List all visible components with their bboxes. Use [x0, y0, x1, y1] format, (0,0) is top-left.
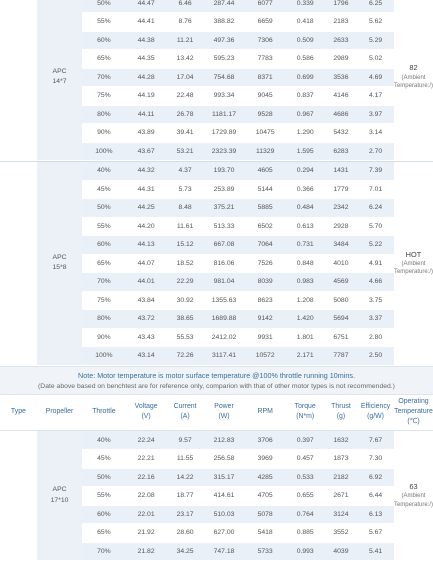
power-cell: 315.17	[203, 468, 244, 487]
torque-cell: 0.655	[286, 487, 325, 506]
propeller-cell: APC 17*10	[37, 431, 82, 561]
torque-cell: 0.613	[286, 217, 325, 236]
voltage-cell: 43.43	[126, 328, 167, 347]
rpm-cell: 7306	[245, 31, 286, 50]
torque-cell: 0.699	[286, 68, 325, 87]
throttle-cell: 75%	[82, 87, 125, 106]
efficiency-cell: 2.70	[357, 142, 394, 161]
voltage-cell: 44.32	[126, 162, 167, 181]
rpm-cell: 9045	[245, 87, 286, 106]
thrust-cell: 3124	[325, 505, 357, 524]
torque-cell: 1.595	[286, 142, 325, 161]
efficiency-cell: 5.67	[357, 524, 394, 543]
efficiency-cell: 3.37	[357, 310, 394, 329]
throttle-cell: 90%	[82, 124, 125, 143]
current-cell: 72.26	[167, 347, 204, 366]
power-cell: 754.68	[203, 68, 244, 87]
voltage-cell: 44.01	[126, 273, 167, 292]
thrust-cell: 1632	[325, 431, 357, 450]
torque-cell: 2.171	[286, 347, 325, 366]
efficiency-cell: 7.01	[357, 180, 394, 199]
voltage-cell: 44.47	[126, 0, 167, 13]
throttle-cell: 70%	[82, 68, 125, 87]
current-cell: 23.17	[167, 505, 204, 524]
power-cell: 253.89	[203, 180, 244, 199]
efficiency-cell: 4.91	[357, 254, 394, 273]
rpm-cell: 6077	[245, 0, 286, 13]
current-cell: 53.21	[167, 142, 204, 161]
rpm-cell: 7064	[245, 236, 286, 255]
torque-cell: 0.967	[286, 105, 325, 124]
temperature-value: 63	[409, 481, 418, 491]
efficiency-cell: 6.24	[357, 199, 394, 218]
torque-cell: 0.993	[286, 542, 325, 561]
current-header: Current (A)	[167, 395, 204, 431]
torque-cell: 1.208	[286, 291, 325, 310]
torque-cell: 0.366	[286, 180, 325, 199]
type-cell	[0, 431, 37, 561]
thrust-cell: 4146	[325, 87, 357, 106]
throttle-cell: 40%	[82, 431, 125, 450]
efficiency-cell: 5.41	[357, 542, 394, 561]
thrust-cell: 4569	[325, 273, 357, 292]
motor-data-table	[0, 0, 433, 161]
throttle-cell: 55%	[82, 13, 125, 32]
operating-temperature-cell	[394, 431, 433, 561]
power-header: Power (W)	[203, 395, 244, 431]
rpm-cell: 3706	[245, 431, 286, 450]
current-cell: 8.76	[167, 13, 204, 32]
rpm-cell: 10572	[245, 347, 286, 366]
power-cell: 3117.41	[203, 347, 244, 366]
current-cell: 8.48	[167, 199, 204, 218]
torque-cell: 0.983	[286, 273, 325, 292]
torque-cell: 0.533	[286, 468, 325, 487]
efficiency-cell: 7.39	[357, 162, 394, 181]
header-row	[0, 395, 433, 431]
power-cell: 1689.88	[203, 310, 244, 329]
voltage-cell: 22.08	[126, 487, 167, 506]
thrust-cell: 3552	[325, 524, 357, 543]
rpm-cell: 5733	[245, 542, 286, 561]
current-cell: 11.21	[167, 31, 204, 50]
efficiency-cell: 3.75	[357, 291, 394, 310]
efficiency-cell: 2.50	[357, 347, 394, 366]
rpm-cell: 7526	[245, 254, 286, 273]
voltage-cell: 44.38	[126, 31, 167, 50]
current-cell: 6.46	[167, 0, 204, 13]
efficiency-cell: 4.69	[357, 68, 394, 87]
power-cell: 1729.89	[203, 124, 244, 143]
torque-cell: 0.339	[286, 0, 325, 13]
power-cell: 193.70	[203, 162, 244, 181]
efficiency-cell: 6.13	[357, 505, 394, 524]
efficiency-cell: 4.17	[357, 87, 394, 106]
throttle-cell: 45%	[82, 450, 125, 469]
current-cell: 55.53	[167, 328, 204, 347]
efficiency-cell: 4.66	[357, 273, 394, 292]
thrust-cell: 1779	[325, 180, 357, 199]
current-cell: 9.57	[167, 431, 204, 450]
torque-cell: 0.731	[286, 236, 325, 255]
torque-header: Torque (N*m)	[286, 395, 325, 431]
torque-cell: 0.397	[286, 431, 325, 450]
torque-cell: 0.848	[286, 254, 325, 273]
rpm-cell: 4605	[245, 162, 286, 181]
voltage-cell: 22.01	[126, 505, 167, 524]
throttle-cell: 50%	[82, 0, 125, 13]
efficiency-header: Efficiency (g/W)	[357, 395, 394, 431]
disclaimer-text: (Date above based on benchtest are for reference only, comparion with that of other motor types is not recommended.)	[38, 382, 395, 390]
power-cell: 510.03	[203, 505, 244, 524]
throttle-cell: 55%	[82, 217, 125, 236]
thrust-cell: 3484	[325, 236, 357, 255]
thrust-cell: 2182	[325, 468, 357, 487]
rpm-cell: 9931	[245, 328, 286, 347]
throttle-cell: 90%	[82, 328, 125, 347]
power-cell: 212.83	[203, 431, 244, 450]
throttle-cell: 50%	[82, 199, 125, 218]
propeller-cell: APC 14*7	[37, 0, 82, 161]
voltage-cell: 44.19	[126, 87, 167, 106]
rpm-cell: 5885	[245, 199, 286, 218]
voltage-header: Voltage (V)	[126, 395, 167, 431]
rpm-cell: 4285	[245, 468, 286, 487]
throttle-cell: 70%	[82, 273, 125, 292]
throttle-cell: 60%	[82, 31, 125, 50]
current-cell: 30.92	[167, 291, 204, 310]
efficiency-cell: 3.97	[357, 105, 394, 124]
rpm-cell: 5078	[245, 505, 286, 524]
voltage-cell: 44.25	[126, 199, 167, 218]
voltage-cell: 21.82	[126, 542, 167, 561]
torque-cell: 0.294	[286, 162, 325, 181]
current-cell: 28.60	[167, 524, 204, 543]
torque-cell: 0.837	[286, 87, 325, 106]
efficiency-cell: 2.80	[357, 328, 394, 347]
power-cell: 414.61	[203, 487, 244, 506]
operating-temperature-cell	[394, 0, 433, 161]
thrust-cell: 7787	[325, 347, 357, 366]
voltage-cell: 43.72	[126, 310, 167, 329]
current-cell: 11.55	[167, 450, 204, 469]
note-text: Note: Motor temperature is motor surface temperature @100% throttle running 10mins.	[78, 370, 355, 380]
torque-cell: 1.801	[286, 328, 325, 347]
motor-data-table	[0, 431, 433, 561]
efficiency-cell: 7.30	[357, 450, 394, 469]
torque-cell: 1.420	[286, 310, 325, 329]
efficiency-cell: 5.70	[357, 217, 394, 236]
throttle-cell: 75%	[82, 291, 125, 310]
propeller-header: Propeller	[37, 395, 82, 431]
thrust-cell: 2928	[325, 217, 357, 236]
efficiency-cell: 3.14	[357, 124, 394, 143]
current-cell: 18.52	[167, 254, 204, 273]
thrust-cell: 2989	[325, 50, 357, 69]
current-cell: 22.48	[167, 87, 204, 106]
efficiency-cell: 5.29	[357, 31, 394, 50]
power-cell: 287.44	[203, 0, 244, 13]
efficiency-cell: 5.02	[357, 50, 394, 69]
torque-cell: 1.290	[286, 124, 325, 143]
operating-temperature-header: Operating Temperature (℃)	[394, 395, 433, 431]
voltage-cell: 44.07	[126, 254, 167, 273]
thrust-header: Thrust (g)	[325, 395, 357, 431]
thrust-cell: 5694	[325, 310, 357, 329]
voltage-cell: 21.92	[126, 524, 167, 543]
throttle-cell: 45%	[82, 180, 125, 199]
power-cell: 1181.17	[203, 105, 244, 124]
throttle-cell: 60%	[82, 505, 125, 524]
footnote	[0, 366, 433, 395]
voltage-cell: 44.41	[126, 13, 167, 32]
power-cell: 747.18	[203, 542, 244, 561]
current-cell: 34.25	[167, 542, 204, 561]
power-cell: 1355.63	[203, 291, 244, 310]
throttle-cell: 40%	[82, 162, 125, 181]
rpm-cell: 6659	[245, 13, 286, 32]
type-header: Type	[0, 395, 37, 431]
motor-data-table	[0, 161, 433, 366]
power-cell: 256.58	[203, 450, 244, 469]
power-cell: 497.36	[203, 31, 244, 50]
torque-cell: 0.418	[286, 13, 325, 32]
voltage-cell: 22.24	[126, 431, 167, 450]
thrust-cell: 5080	[325, 291, 357, 310]
column-header-table	[0, 395, 433, 432]
current-cell: 14.22	[167, 468, 204, 487]
power-cell: 993.34	[203, 87, 244, 106]
power-cell: 595.23	[203, 50, 244, 69]
current-cell: 5.73	[167, 180, 204, 199]
torque-cell: 0.764	[286, 505, 325, 524]
torque-cell: 0.484	[286, 199, 325, 218]
voltage-cell: 43.89	[126, 124, 167, 143]
temperature-value: HOT	[405, 249, 422, 259]
throttle-cell: 70%	[82, 542, 125, 561]
rpm-cell: 8039	[245, 273, 286, 292]
thrust-cell: 4686	[325, 105, 357, 124]
rpm-cell: 5418	[245, 524, 286, 543]
thrust-cell: 4010	[325, 254, 357, 273]
power-cell: 981.04	[203, 273, 244, 292]
thrust-cell: 2633	[325, 31, 357, 50]
torque-cell: 0.586	[286, 50, 325, 69]
power-cell: 388.82	[203, 13, 244, 32]
ambient-temperature-label: (Ambient Temperature:/)	[393, 493, 433, 508]
table-row	[0, 162, 433, 181]
torque-cell: 0.457	[286, 450, 325, 469]
power-cell: 2323.39	[203, 142, 244, 161]
rpm-cell: 3969	[245, 450, 286, 469]
throttle-cell: 100%	[82, 347, 125, 366]
operating-temperature-cell	[394, 162, 433, 366]
power-cell: 2412.02	[203, 328, 244, 347]
thrust-cell: 2671	[325, 487, 357, 506]
rpm-header: RPM	[245, 395, 286, 431]
rpm-cell: 5144	[245, 180, 286, 199]
throttle-cell: 65%	[82, 50, 125, 69]
voltage-cell: 44.31	[126, 180, 167, 199]
thrust-cell: 5432	[325, 124, 357, 143]
voltage-cell: 44.20	[126, 217, 167, 236]
efficiency-cell: 7.67	[357, 431, 394, 450]
voltage-cell: 44.11	[126, 105, 167, 124]
throttle-cell: 60%	[82, 236, 125, 255]
rpm-cell: 9528	[245, 105, 286, 124]
efficiency-cell: 6.44	[357, 487, 394, 506]
thrust-cell: 4039	[325, 542, 357, 561]
rpm-cell: 10475	[245, 124, 286, 143]
throttle-cell: 80%	[82, 310, 125, 329]
thrust-cell: 2342	[325, 199, 357, 218]
current-cell: 4.37	[167, 162, 204, 181]
current-cell: 17.04	[167, 68, 204, 87]
power-cell: 375.21	[203, 199, 244, 218]
current-cell: 18.77	[167, 487, 204, 506]
table-row	[0, 431, 433, 450]
efficiency-cell: 5.22	[357, 236, 394, 255]
rpm-cell: 6502	[245, 217, 286, 236]
thrust-cell: 2183	[325, 13, 357, 32]
rpm-cell: 11329	[245, 142, 286, 161]
thrust-cell: 6751	[325, 328, 357, 347]
throttle-cell: 55%	[82, 487, 125, 506]
voltage-cell: 43.67	[126, 142, 167, 161]
throttle-cell: 100%	[82, 142, 125, 161]
voltage-cell: 43.14	[126, 347, 167, 366]
current-cell: 38.65	[167, 310, 204, 329]
throttle-header: Throttle	[82, 395, 125, 431]
throttle-cell: 65%	[82, 254, 125, 273]
temperature-value: 82	[409, 63, 418, 73]
voltage-cell: 22.16	[126, 468, 167, 487]
current-cell: 39.41	[167, 124, 204, 143]
power-cell: 627.00	[203, 524, 244, 543]
throttle-cell: 80%	[82, 105, 125, 124]
torque-cell: 0.885	[286, 524, 325, 543]
table-row	[0, 0, 433, 13]
current-cell: 13.42	[167, 50, 204, 69]
thrust-cell: 3536	[325, 68, 357, 87]
current-cell: 11.61	[167, 217, 204, 236]
power-cell: 513.33	[203, 217, 244, 236]
efficiency-cell: 6.25	[357, 0, 394, 13]
power-cell: 667.08	[203, 236, 244, 255]
thrust-cell: 6283	[325, 142, 357, 161]
rpm-cell: 4705	[245, 487, 286, 506]
throttle-cell: 65%	[82, 524, 125, 543]
power-cell: 816.06	[203, 254, 244, 273]
ambient-temperature-label: (Ambient Temperature:/)	[393, 261, 433, 276]
voltage-cell: 44.28	[126, 68, 167, 87]
rpm-cell: 8623	[245, 291, 286, 310]
voltage-cell: 22.21	[126, 450, 167, 469]
throttle-cell: 50%	[82, 468, 125, 487]
efficiency-cell: 6.92	[357, 468, 394, 487]
voltage-cell: 44.35	[126, 50, 167, 69]
type-cell	[0, 162, 37, 366]
thrust-cell: 1431	[325, 162, 357, 181]
propeller-cell: APC 15*8	[37, 162, 82, 366]
rpm-cell: 8371	[245, 68, 286, 87]
current-cell: 26.78	[167, 105, 204, 124]
voltage-cell: 43.84	[126, 291, 167, 310]
type-cell	[0, 0, 37, 161]
current-cell: 22.29	[167, 273, 204, 292]
rpm-cell: 7783	[245, 50, 286, 69]
thrust-cell: 1796	[325, 0, 357, 13]
voltage-cell: 44.13	[126, 236, 167, 255]
current-cell: 15.12	[167, 236, 204, 255]
ambient-temperature-label: (Ambient Temperature:/)	[393, 74, 433, 90]
thrust-cell: 1873	[325, 450, 357, 469]
efficiency-cell: 5.62	[357, 13, 394, 32]
rpm-cell: 9142	[245, 310, 286, 329]
torque-cell: 0.509	[286, 31, 325, 50]
